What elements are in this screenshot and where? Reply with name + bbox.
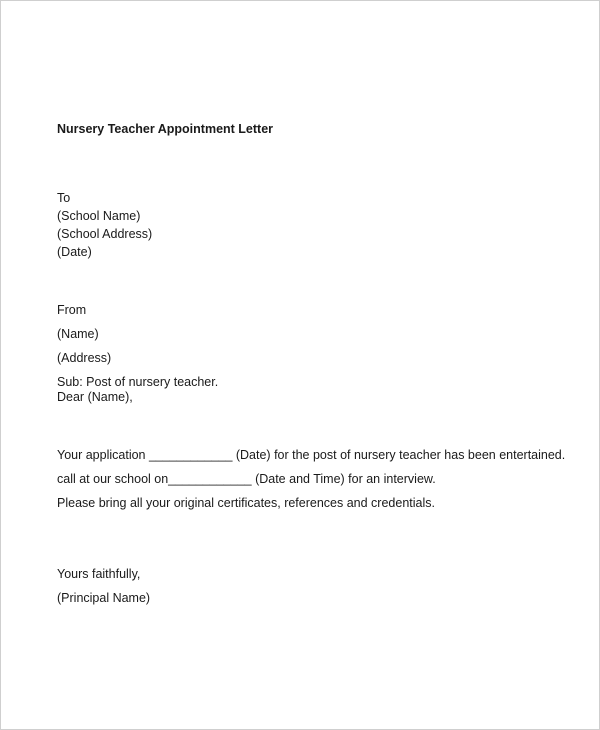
school-address-placeholder: (School Address) bbox=[57, 227, 153, 241]
subject-line: Sub: Post of nursery teacher. bbox=[57, 375, 219, 389]
date-placeholder: (Date) bbox=[57, 245, 92, 259]
sender-name-placeholder: (Name) bbox=[57, 327, 99, 341]
body-paragraph-3: Please bring all your original certificates, references and credentials. bbox=[57, 496, 435, 510]
school-name-placeholder: (School Name) bbox=[57, 209, 141, 223]
body-paragraph-2: call at our school on____________ (Date and Time) for an interview. bbox=[57, 472, 436, 486]
sender-address-placeholder: (Address) bbox=[57, 351, 112, 365]
sign-off: Yours faithfully, bbox=[57, 567, 141, 581]
body-paragraph-1: Your application ____________ (Date) for the post of nursery teacher has been entertained. bbox=[57, 448, 566, 462]
to-label: To bbox=[57, 191, 71, 205]
from-label: From bbox=[57, 303, 87, 317]
signatory-placeholder: (Principal Name) bbox=[57, 591, 151, 605]
letter-title: Nursery Teacher Appointment Letter bbox=[57, 122, 274, 136]
salutation: Dear (Name), bbox=[57, 390, 133, 404]
